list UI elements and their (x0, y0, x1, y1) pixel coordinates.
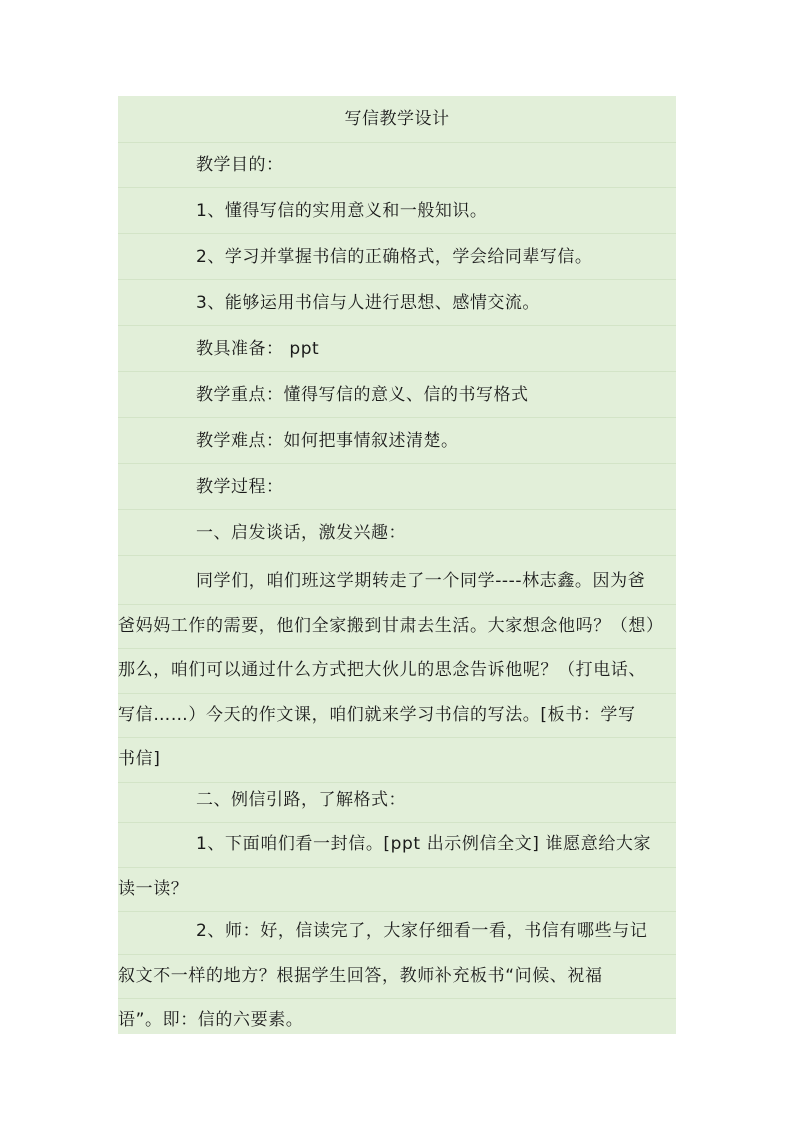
objective-item: 3、能够运用书信与人进行思想、感情交流。 (118, 280, 676, 326)
objective-item: 2、学习并掌握书信的正确格式，学会给同辈写信。 (118, 234, 676, 280)
materials-line: 教具准备： ppt (118, 326, 676, 372)
paragraph-line: 那么，咱们可以通过什么方式把大伙儿的思念告诉他呢？（打电话、 (118, 649, 676, 694)
document-page (118, 96, 676, 1034)
step2-paragraph (118, 910, 676, 1043)
document-title: 写信教学设计 (118, 96, 676, 143)
objective-item: 1、懂得写信的实用意义和一般知识。 (118, 188, 676, 234)
key-point-line: 教学重点：懂得写信的意义、信的书写格式 (118, 372, 676, 418)
paragraph-line: 爸妈妈工作的需要，他们全家搬到甘肃去生活。大家想念他吗？（想） (118, 605, 676, 650)
paragraph-line: 2、师：好，信读完了，大家仔细看一看，书信有哪些与记 (118, 910, 676, 955)
section2-heading: 二、例信引路，了解格式： (118, 777, 676, 823)
paragraph-line: 叙文不一样的地方？根据学生回答，教师补充板书“问候、祝福 (118, 955, 676, 1000)
paragraph-line: 写信……）今天的作文课，咱们就来学习书信的写法。[板书：学写 (118, 694, 676, 739)
process-heading: 教学过程： (118, 464, 676, 510)
paragraph-line: 1、下面咱们看一封信。[ppt 出示例信全文] 谁愿意给大家 (118, 823, 676, 868)
section1-paragraph (118, 560, 676, 783)
objectives-heading: 教学目的： (118, 142, 676, 188)
difficulty-line: 教学难点：如何把事情叙述清楚。 (118, 418, 676, 464)
section1-heading: 一、启发谈话，激发兴趣： (118, 510, 676, 556)
paragraph-line: 语”。即：信的六要素。 (118, 1010, 304, 1030)
step1-paragraph (118, 823, 676, 912)
paragraph-line: 书信] (118, 738, 676, 783)
paragraph-line: 读一读？ (118, 868, 676, 913)
paragraph-line: 同学们，咱们班这学期转走了一个同学----林志鑫。因为爸 (118, 560, 676, 605)
